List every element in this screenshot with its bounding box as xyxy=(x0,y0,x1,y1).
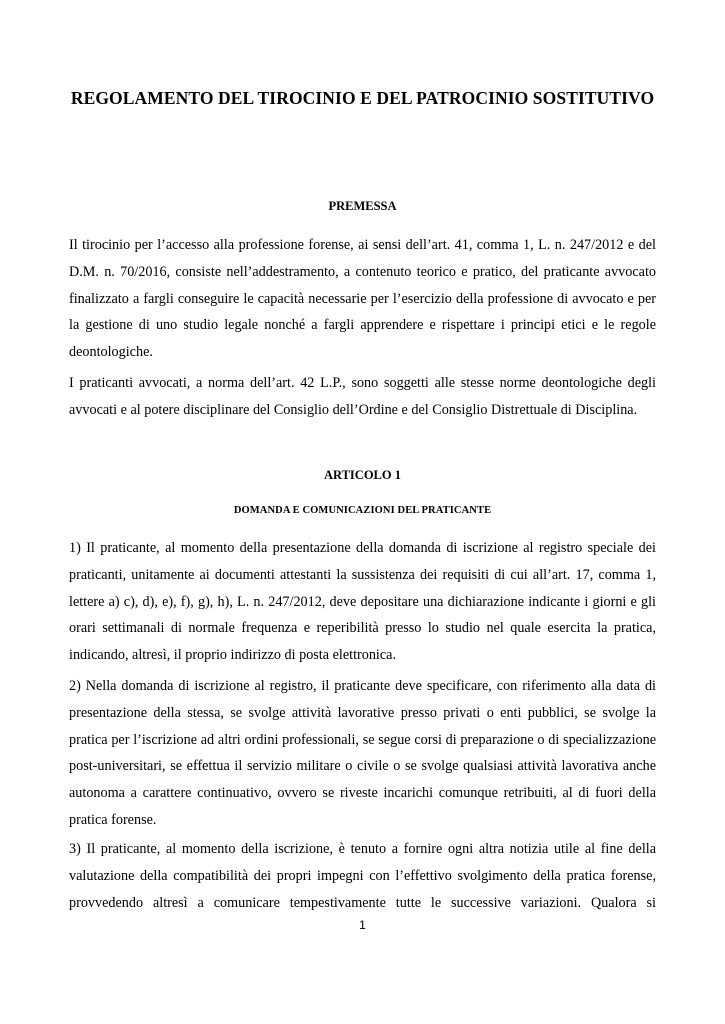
premessa-heading: PREMESSA xyxy=(328,199,397,213)
premessa-paragraph-2: I praticanti avvocati, a norma dell’art. 42 L.P., sono soggetti alle stesse norme deontologiche degli avvocati e al potere disciplinare del Consiglio dell’Ordine e del Consiglio Distrettuale di Disciplina. xyxy=(69,375,656,418)
article-1-subtitle: DOMANDA E COMUNICAZIONI DEL PRATICANTE xyxy=(233,505,492,516)
article-1-paragraph-3: 3) Il praticante, al momento della iscrizione, è tenuto a fornire ogni altra notizia utile al fine della valutazione della compatibilità dei propri impegni con l’effettivo svolgimento della pratica forense, provvedendo altresì a comunicare tempestivamente tutte le successive variazioni. Qualora si xyxy=(69,841,656,911)
document-title: REGOLAMENTO DEL TIROCINIO E DEL PATROCINIO SOSTITUTIVO xyxy=(70,88,655,108)
article-1-heading: ARTICOLO 1 xyxy=(323,468,401,482)
article-1-paragraph-2: 2) Nella domanda di iscrizione al registro, il praticante deve specificare, con riferimento alla data di presentazione della stessa, se svolge attività lavorative presso privati o enti pubblici, se svolge la pratica per l’iscrizione ad altri ordini professionali, se segue corsi di preparazione o di specializzazione post-universitari, se effettua il servizio militare o civile o se svolge qualsiasi attività lavorativa anche autonoma a carattere continuativo, ovvero se riveste incarichi comunque retribuiti, al di fuori della pratica forense. xyxy=(69,678,656,828)
article-1-paragraph-1: 1) Il praticante, al momento della presentazione della domanda di iscrizione al registro speciale dei praticanti, unitamente ai documenti attestanti la sussistenza dei requisiti di cui all’art. 17, comma 1, lettere a) c), d), e), f), g), h), L. n. 247/2012, deve depositare una dichiarazione indicante i giorni e gli orari settimanali di normale frequenza e reperibilità presso lo studio nel quale esercita la pratica, indicando, altresì, il proprio indirizzo di posta elettronica. xyxy=(69,540,656,664)
premessa-paragraph-1: Il tirocinio per l’accesso alla professione forense, ai sensi dell’art. 41, comma 1, L. n. 247/2012 e del D.M. n. 70/2016, consiste nell’addestramento, a contenuto teorico e pratico, del praticante avvocato finalizzato a fargli conseguire le capacità necessarie per l’esercizio della professione di avvocato e per la gestione di uno studio legale nonché a fargli apprendere e rispettare i principi etici e le regole deontologiche. xyxy=(69,237,656,361)
page-number: 1 xyxy=(359,918,366,932)
